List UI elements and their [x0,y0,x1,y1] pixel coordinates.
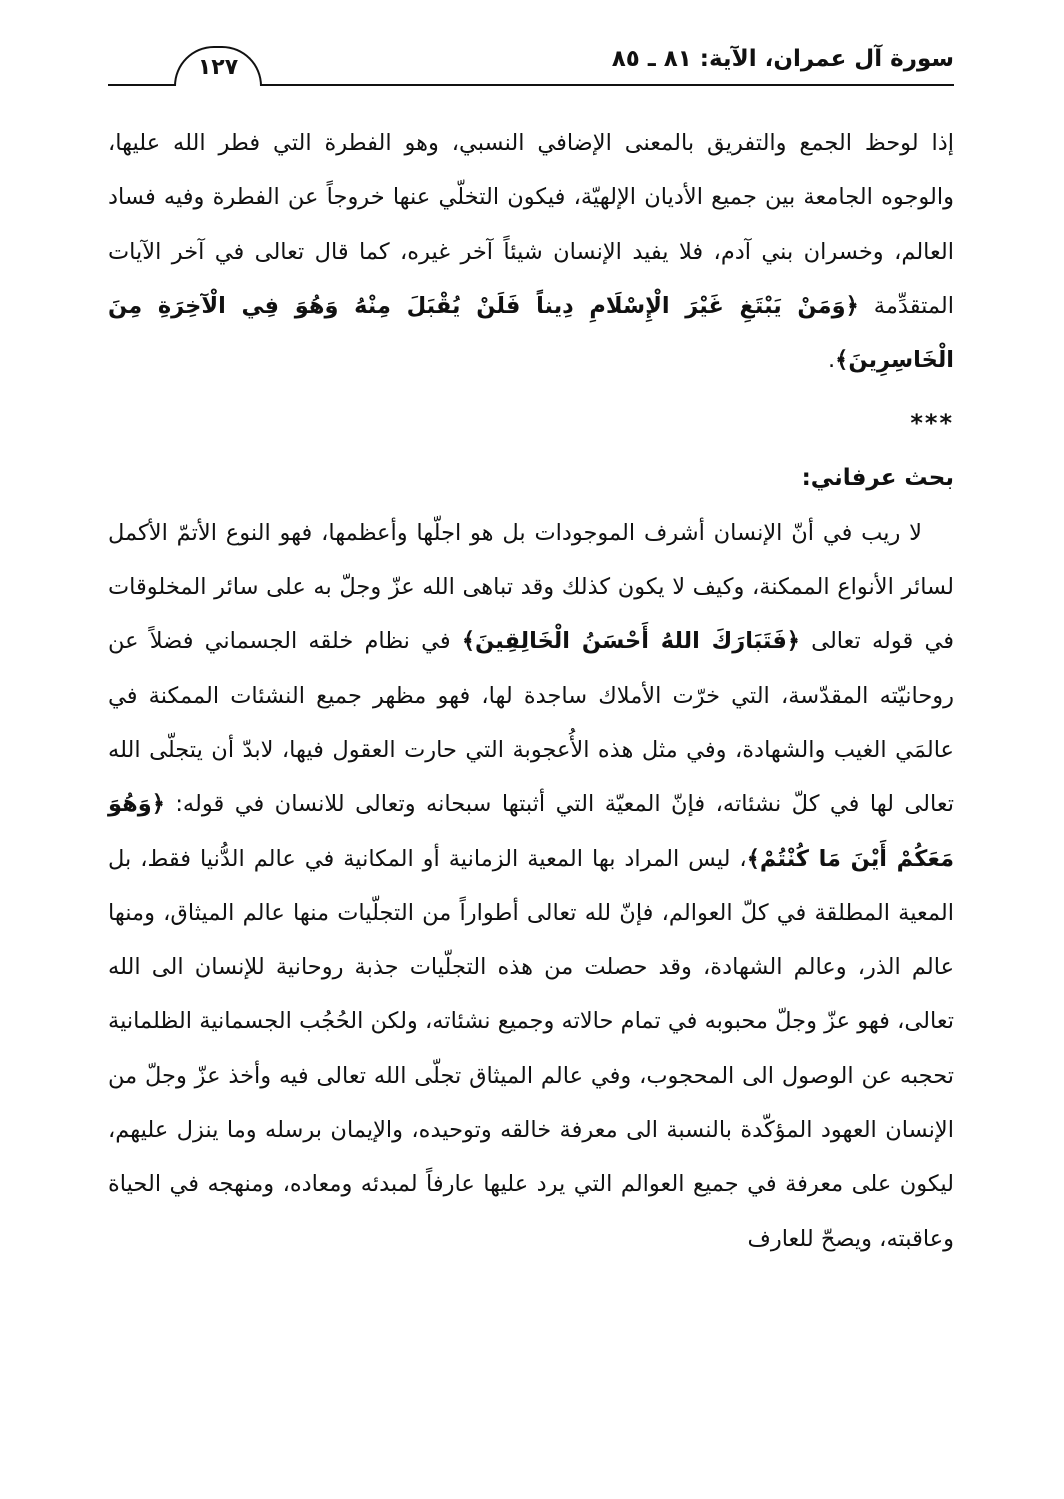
paragraph-text: في نظام خلقه الجسماني فضلاً عن روحانيّته المقدّسة، التي خرّت الأملاك ساجدة لها، فهو مظهر جميع النشئات الممكنة في عالمَي الغيب والشهادة، وفي مثل هذه الأُعجوبة التي حارت العقول فيها، لابدّ أن يتجلّى الله تعالى لها في كلّ نشئاته، فإنّ المعيّة التي أثبتها سبحانه وتعالى للانسان في قوله: [108,628,954,818]
paragraph-intro [108,116,954,387]
section-heading: بحث عرفاني: [801,465,954,492]
document-page [108,40,954,1470]
paragraph-mystical [108,506,954,1266]
surah-title: سورة آل عمران، الآية: ٨١ ـ ٨٥ [611,46,954,72]
quran-verse: ﴿وَهُوَ مَعَكُمْ أَيْنَ مَا كُنْتُمْ﴾ [108,791,955,872]
body-text [108,116,954,1266]
section-separator: *** [910,409,954,438]
page-number: ١٢٧ [174,46,262,86]
running-header [108,40,954,86]
paragraph-text: ، ليس المراد بها المعية الزمانية أو المكانية في عالم الدُّنيا فقط، بل المعية المطلقة في كلّ العوالم، فإنّ لله تعالى أطواراً من التجلّيات منها عالم الميثاق، ومنها عالم الذر، وعالم الشهادة، وقد حصلت من هذه التجلّيات جذبة روحانية للإنسان الى الله تعالى، فهو عزّ وجلّ محبوبه في تمام حالاته وجميع نشئاته، ولكن الحُجُب الجسمانية الظلمانية تحجبه عن الوصول الى المحجوب، وفي عالم الميثاق تجلّى الله تعالى فيه وأخذ عزّ وجلّ من الإنسان العهود المؤكّدة بالنسبة الى معرفة خالقه وتوحيده، والإيمان برسله وما ينزل عليهم، ليكون على معرفة في جميع العوالم التي يرد عليها عارفاً لمبدئه ومعاده، ومنهجه في الحياة وعاقبته، ويصحّ للعارف [108,845,954,1252]
quran-verse: ﴿وَمَنْ يَبْتَغِ غَيْرَ الْإِسْلَامِ دِيناً فَلَنْ يُقْبَلَ مِنْهُ وَهُوَ فِي الْآخِرَةِ مِنَ الْخَاسِرِينَ﴾ [108,292,954,374]
paragraph-text: لا ريب في أنّ الإنسان أشرف الموجودات بل هو اجلّها وأعظمها، فهو النوع الأتمّ الأكمل لسائر الأنواع الممكنة، وكيف لا يكون كذلك وقد تباهى الله عزّ وجلّ به على سائر المخلوقات في قوله تعالى [108,519,954,655]
paragraph-text: . [828,347,836,374]
paragraph-text: إذا لوحظ الجمع والتفريق بالمعنى الإضافي النسبي، وهو الفطرة التي فطر الله عليها، والوجوه الجامعة بين جميع الأديان الإلهيّة، فيكون التخلّي عنها خروجاً عن الفطرة وفيه فساد العالم، وخسران بني آدم، فلا يفيد الإنسان شيئاً آخر غيره، كما قال تعالى في آخر الآيات المتقدِّمة [108,130,954,319]
quran-verse: ﴿فَتَبَارَكَ اللهُ أَحْسَنُ الْخَالِقِينَ﴾ [461,628,800,655]
